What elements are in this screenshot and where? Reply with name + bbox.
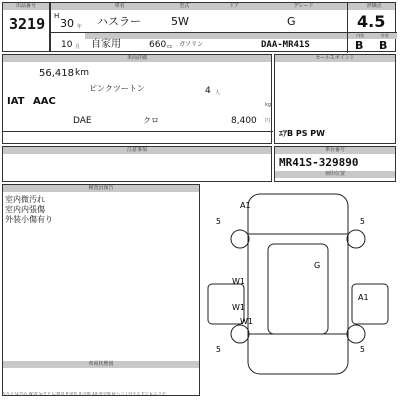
year-prefix: H	[54, 12, 60, 20]
year-value: 30	[60, 17, 74, 30]
notes-label: 注意事項	[3, 147, 271, 154]
shift-value: IAT	[7, 96, 25, 107]
damage-mark: W1	[232, 277, 245, 286]
grade-value: G	[287, 15, 296, 28]
lot-label: 出品番号	[3, 3, 49, 10]
inspection-box	[2, 184, 200, 396]
inspection-line: 室内微汚れ	[5, 195, 45, 204]
divider	[3, 131, 273, 132]
specs-box	[2, 54, 272, 144]
month-value: 10	[61, 40, 73, 50]
mileage-value: 56,418	[39, 68, 74, 79]
color-no: DAE	[73, 116, 92, 126]
tire-front-left	[231, 230, 249, 248]
header-box	[50, 2, 396, 52]
damage-mark: A1	[358, 293, 369, 302]
sub-labels	[85, 33, 347, 39]
tire-rear-left	[231, 325, 249, 343]
interior-color: クロ	[143, 116, 159, 125]
car-type: 5W	[171, 15, 189, 28]
tire-label: 5	[216, 217, 221, 226]
capacity-value: 4	[205, 86, 211, 96]
model-code: DAA-MR41S	[261, 40, 310, 50]
header-labels	[51, 3, 395, 10]
tire-label: 5	[360, 345, 365, 354]
exterior-label: 外装	[380, 33, 389, 38]
doors-label: ドア	[229, 3, 239, 9]
load-unit: kg	[265, 102, 272, 108]
equipment-value: ｴｱB PS PW	[279, 129, 325, 138]
exterior-grade: B	[379, 39, 388, 52]
car-body-outline	[248, 194, 348, 374]
tire-front-right	[347, 230, 365, 248]
vin-position-label: 刻印位置	[275, 171, 395, 178]
recycle-value: 8,400	[231, 116, 257, 126]
footer-legend: A:キズ U:凹み W:波 S:サビ C:腐食 P:塗装 X:交換 XX:要交換 B:ヘコミ付キズ Y:穴 E:エクボ	[2, 392, 166, 396]
sales-point-label: セールスポイント	[275, 55, 395, 62]
tire-label: 5	[360, 217, 365, 226]
capacity-unit: 人	[215, 90, 221, 96]
damage-mark: W1	[232, 303, 245, 312]
inspection-line: 室内内張傷	[5, 205, 45, 214]
inspection-label: 検査員報告	[3, 185, 199, 192]
score-value: 4.5	[357, 12, 386, 31]
car-diagram	[200, 184, 396, 384]
vin-label: 車台番号	[275, 147, 395, 154]
tire-label: 5	[216, 345, 221, 354]
vin-value: MR41S-329890	[279, 156, 359, 169]
inspection-line: 外装小傷有り	[5, 215, 53, 224]
use-value: 自家用	[91, 39, 121, 50]
notes-box	[2, 146, 272, 182]
mileage-unit: km	[75, 68, 89, 78]
car-roof	[268, 244, 328, 334]
vin-box	[274, 146, 396, 182]
lot-box	[2, 2, 50, 52]
maker-label: 車名	[114, 3, 125, 9]
sales-point-box	[274, 54, 396, 144]
damage-mark: A1	[240, 201, 251, 210]
score-label: 評価点	[366, 3, 382, 9]
grade-label: グレード	[293, 3, 314, 9]
interior-label: 内装	[356, 33, 365, 38]
cc-value: 660	[149, 40, 167, 50]
damage-mark: W1	[240, 317, 253, 326]
type-label: 型式	[179, 3, 190, 9]
recycle-unit: 円	[265, 118, 271, 124]
car-name: ハスラー	[97, 15, 141, 28]
diagram-label: 車両状態図	[3, 361, 199, 368]
divider	[347, 3, 348, 53]
lot-number: 3219	[9, 15, 46, 33]
tire-rear-right	[347, 325, 365, 343]
ac-value: AAC	[33, 96, 56, 107]
month-unit: 月	[75, 44, 81, 50]
year-unit: 年	[77, 24, 83, 30]
fuel-value: ガソリン	[179, 41, 204, 48]
damage-mark: G	[314, 261, 321, 270]
specs-label: 車両詳細	[3, 55, 271, 62]
color-value: ピンクツートン	[89, 84, 145, 93]
interior-grade: B	[355, 39, 364, 52]
cc-unit: cc	[167, 44, 173, 50]
